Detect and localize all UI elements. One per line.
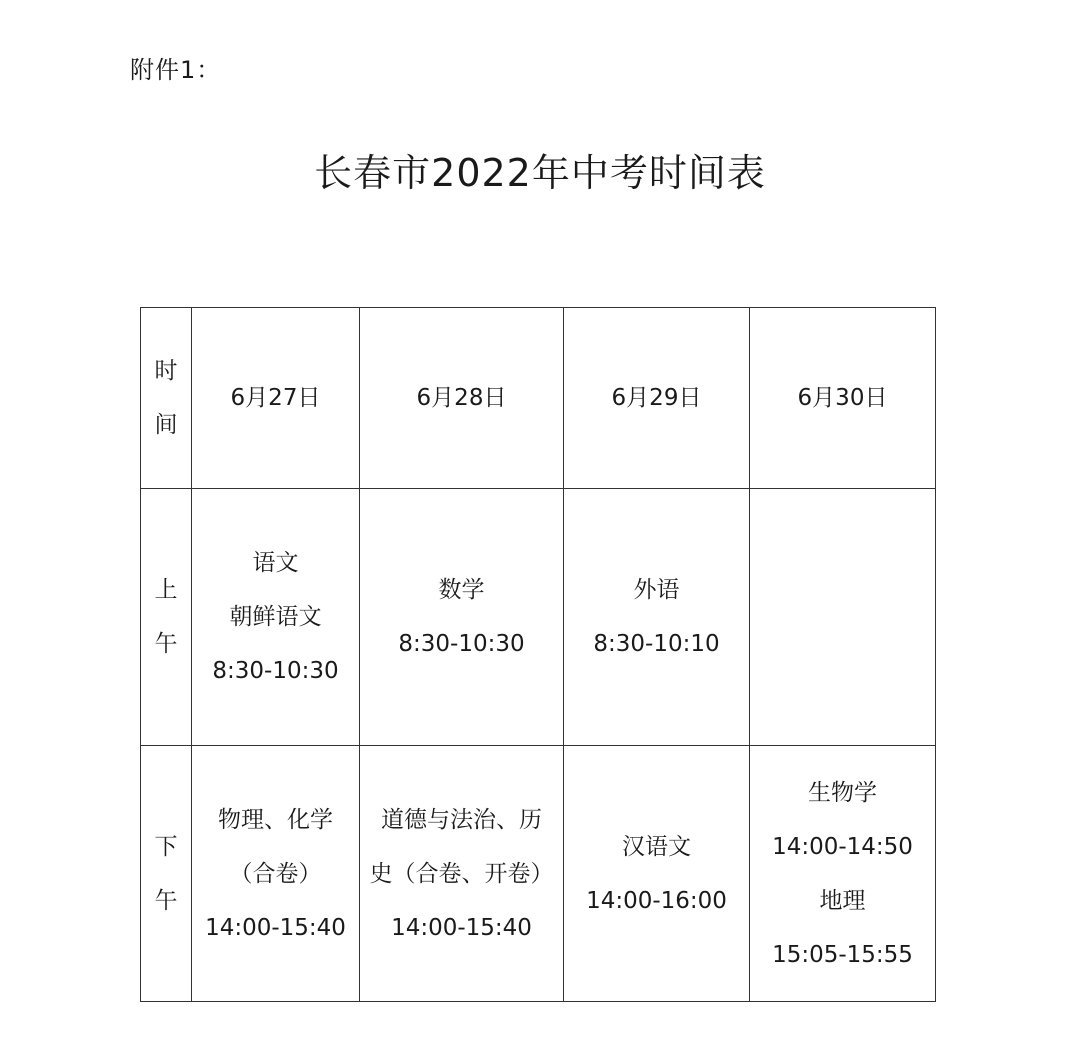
exam-schedule-table — [140, 307, 936, 1002]
time-text: 14:00-14:50 — [772, 833, 913, 860]
schedule-cell — [192, 746, 360, 1002]
morning-row — [141, 489, 936, 746]
afternoon-row — [141, 746, 936, 1002]
time-header-label: 时间 — [154, 358, 178, 438]
date-header-cell — [750, 308, 936, 489]
time-text: 14:00-15:40 — [391, 914, 532, 941]
subject-text: 外语 — [633, 577, 680, 603]
date-header-cell — [192, 308, 360, 489]
time-text: 8:30-10:10 — [593, 631, 720, 657]
afternoon-label: 下午 — [154, 833, 178, 914]
date-header-cell — [564, 308, 750, 489]
page-title: 长春市2022年中考时间表 — [314, 151, 766, 195]
subject-text: 生物学 — [808, 779, 877, 806]
subject-text: 朝鲜语文 — [229, 604, 322, 630]
subject-text: （合卷） — [229, 860, 322, 887]
subject-text: 语文 — [252, 550, 299, 576]
schedule-cell-empty — [750, 489, 936, 746]
time-text: 15:05-15:55 — [772, 941, 913, 968]
table-header-row — [141, 308, 936, 489]
time-text: 8:30-10:30 — [212, 658, 339, 684]
schedule-cell — [192, 489, 360, 746]
attachment-label: 附件1： — [130, 56, 222, 84]
subject-text: 史（合卷、开卷） — [369, 860, 554, 887]
morning-label: 上午 — [154, 577, 178, 657]
subject-text: 汉语文 — [622, 833, 691, 860]
time-text: 14:00-15:40 — [205, 914, 346, 941]
subject-text: 地理 — [819, 887, 866, 914]
schedule-cell — [360, 746, 564, 1002]
subject-text: 数学 — [438, 577, 485, 603]
date-header-label: 6月28日 — [416, 385, 507, 411]
subject-text: 道德与法治、历 — [381, 806, 542, 833]
time-text: 14:00-16:00 — [586, 887, 727, 914]
schedule-cell — [360, 489, 564, 746]
row-header-afternoon — [141, 746, 192, 1002]
schedule-cell — [564, 489, 750, 746]
row-header-morning — [141, 489, 192, 746]
subject-text: 物理、化学 — [218, 806, 333, 833]
row-header-time — [141, 308, 192, 489]
date-header-label: 6月27日 — [230, 385, 321, 411]
schedule-cell — [750, 746, 936, 1002]
date-header-label: 6月29日 — [611, 385, 702, 411]
schedule-cell — [564, 746, 750, 1002]
date-header-label: 6月30日 — [797, 385, 888, 411]
time-text: 8:30-10:30 — [398, 631, 525, 657]
date-header-cell — [360, 308, 564, 489]
